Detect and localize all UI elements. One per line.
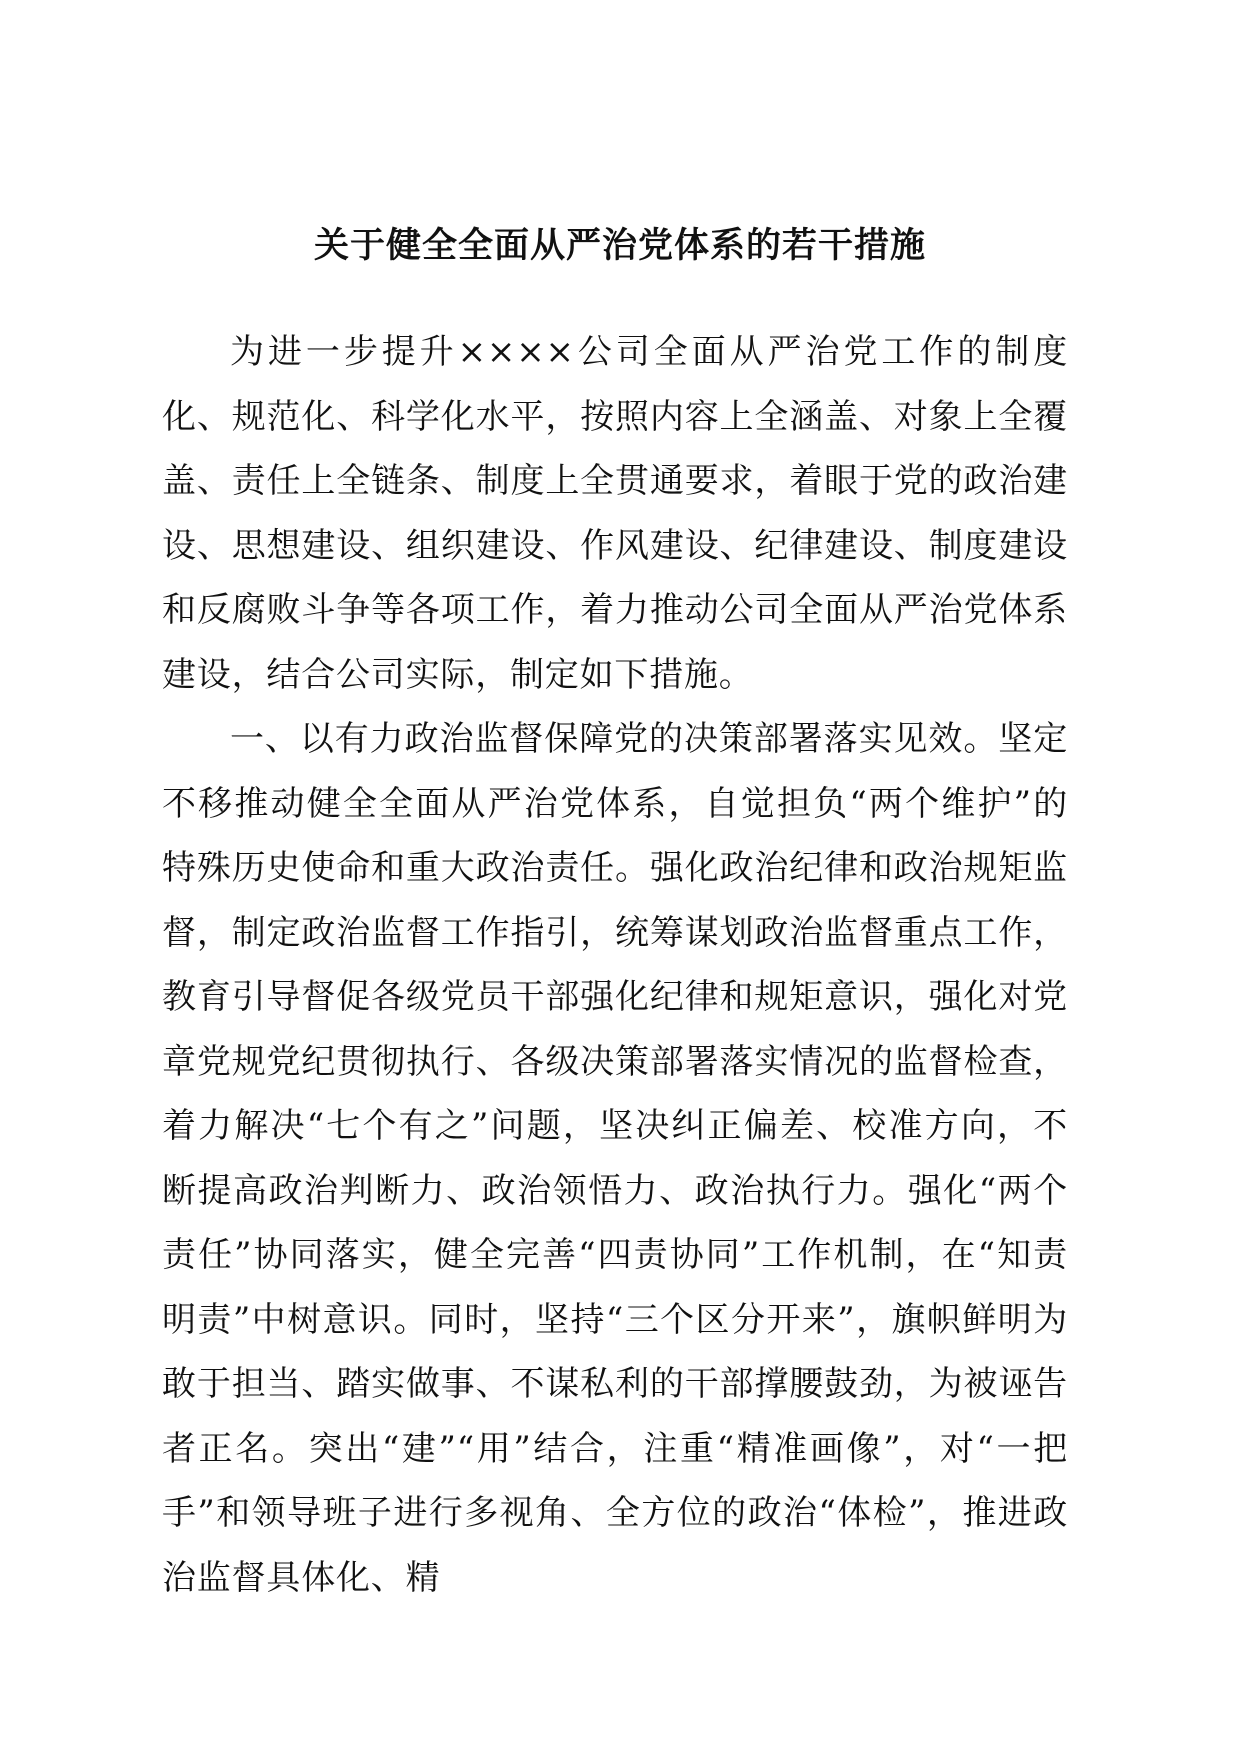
paragraph-section-one: 一、以有力政治监督保障党的决策部署落实见效。坚定不移推动健全全面从严治党体系，自觉担负“两个维护”的特殊历史使命和重大政治责任。强化政治纪律和政治规矩监督，制定政治监督工作指引，统筹谋划政治监督重点工作，教育引导督促各级党员干部强化纪律和规矩意识，强化对党章党规党纪贯彻执行、各级决策部署落实情况的监督检查，着力解决“七个有之”问题，坚决纠正偏差、校准方向，不断提高政治判断力、政治领悟力、政治执行力。强化“两个责任”协同落实，健全完善“四责协同”工作机制，在“知责明责”中树意识。同时，坚持“三个区分开来”，旗帜鲜明为敢于担当、踏实做事、不谋私利的干部撑腰鼓劲，为被诬告者正名。突出“建”“用”结合，注重“精准画像”，对“一把手”和领导班子进行多视角、全方位的政治“体检”，推进政治监督具体化、精	[162, 719, 1068, 1598]
document-title: 关于健全全面从严治党体系的若干措施	[313, 226, 926, 266]
document-body	[162, 320, 1068, 1610]
paragraph-intro: 为进一步提升××××公司全面从严治党工作的制度化、规范化、科学化水平，按照内容上全涵盖、对象上全覆盖、责任上全链条、制度上全贯通要求，着眼于党的政治建设、思想建设、组织建设、作风建设、纪律建设、制度建设和反腐败斗争等各项工作，着力推动公司全面从严治党体系建设，结合公司实际，制定如下措施。	[162, 332, 1068, 695]
